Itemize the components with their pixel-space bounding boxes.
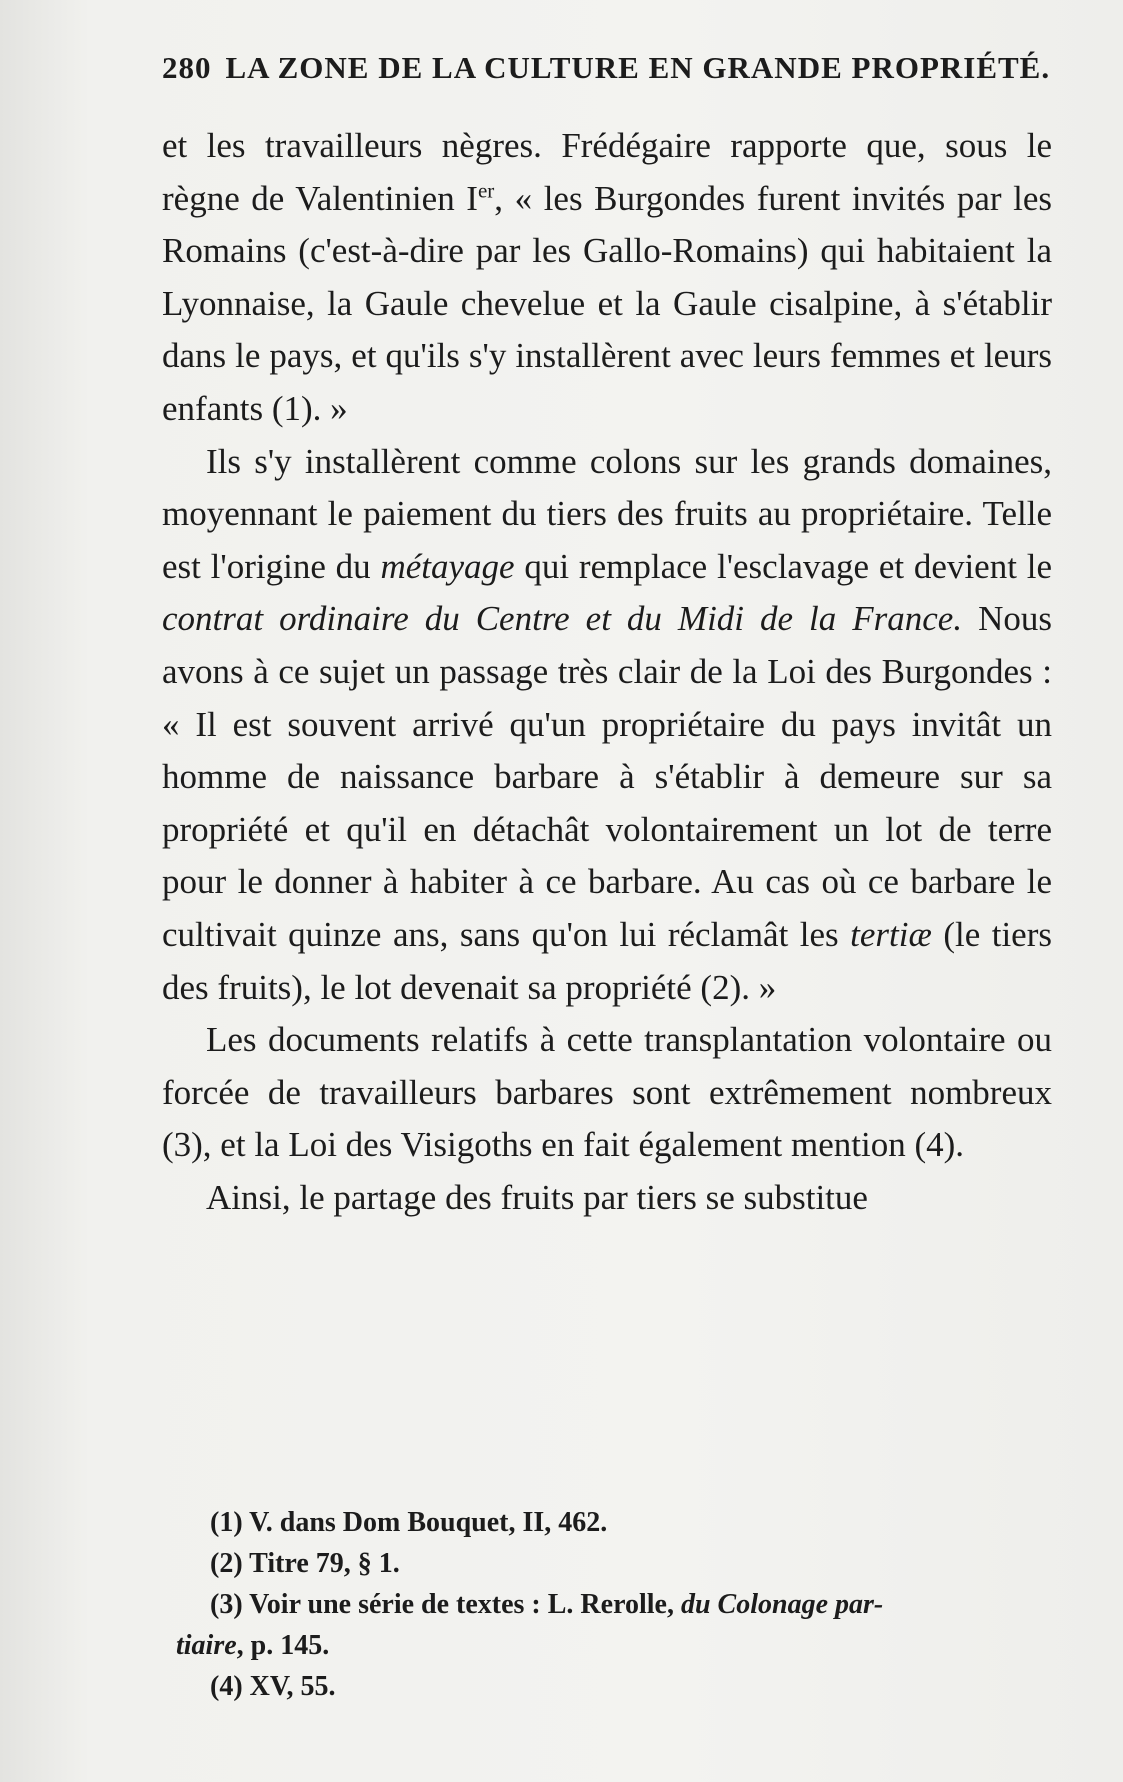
paragraph-1 xyxy=(162,120,1052,436)
running-title: LA ZONE DE LA CULTURE EN GRANDE PROPRIÉTÉ. xyxy=(225,50,1051,85)
italic-term-tertiae: tertiæ xyxy=(850,914,932,954)
text-run: , p. 145. xyxy=(236,1630,330,1661)
superscript: er xyxy=(477,177,495,202)
footnote-2: (2) Titre 79, § 1. xyxy=(210,1548,400,1579)
page-number: 280 xyxy=(162,50,212,85)
text-run: Nous avons à ce sujet un passage très clair de la Loi des Burgondes : « Il est souvent arrivé qu'un propriétaire du pays invitât un homme de naissance barbare à s'établir à demeure sur sa propriété et qu'il en détachât volontairement un lot de terre pour le donner à habiter à ce barbare. Au cas où ce barbare le cultivait quinze ans, sans qu'on lui réclamât les xyxy=(162,599,1052,954)
page-header xyxy=(162,50,1051,86)
body-text xyxy=(162,120,1052,1224)
footnote-3-continued xyxy=(176,1625,1065,1666)
italic-term-metayage: métayage xyxy=(380,546,515,586)
italic-title: du Colonage par- xyxy=(680,1589,884,1620)
text-run: , « les Burgondes furent invités par les Romains (c'est-à-dire par les Gallo-Romains) qui habitaient la Lyonnaise, la Gaule chevelue et la Gaule cisalpine, à s'établir dans le pays, et qu'ils s'y installèrent avec leurs femmes et leurs enfants (1). » xyxy=(162,178,1052,428)
text-run: et les travailleurs nègres. Frédégaire rapporte que, sous le règne de Valentinien I xyxy=(162,126,1052,218)
text-run: (le tiers des fruits), le lot devenait sa propriété (2). » xyxy=(162,914,1052,1007)
text-run: (3) Voir une série de textes : L. Rerolle, xyxy=(210,1589,681,1620)
footnote-3 xyxy=(210,1584,1065,1625)
paragraph-3: Les documents relatifs à cette transplantation volontaire ou forcée de travailleurs barbares sont extrêmement nombreux (3), et la Loi des Visigoths en fait également mention (4). xyxy=(162,1020,1052,1165)
paragraph-4: Ainsi, le partage des fruits par tiers se substitue xyxy=(206,1177,868,1217)
paragraph-2 xyxy=(162,436,1052,1015)
footnote-4: (4) XV, 55. xyxy=(210,1671,336,1702)
italic-title: tiaire xyxy=(176,1630,237,1661)
italic-phrase-contrat: contrat ordinaire du Centre et du Midi de la France. xyxy=(162,599,963,639)
footnote-1: (1) V. dans Dom Bouquet, II, 462. xyxy=(210,1507,608,1538)
text-run: qui remplace l'esclavage et devient le xyxy=(514,546,1052,586)
text-run: Ils s'y installèrent comme colons sur les grands domaines, moyennant le paiement du tiers des fruits au propriétaire. Telle est l'origine du xyxy=(162,441,1052,586)
footnotes xyxy=(176,1502,1065,1707)
